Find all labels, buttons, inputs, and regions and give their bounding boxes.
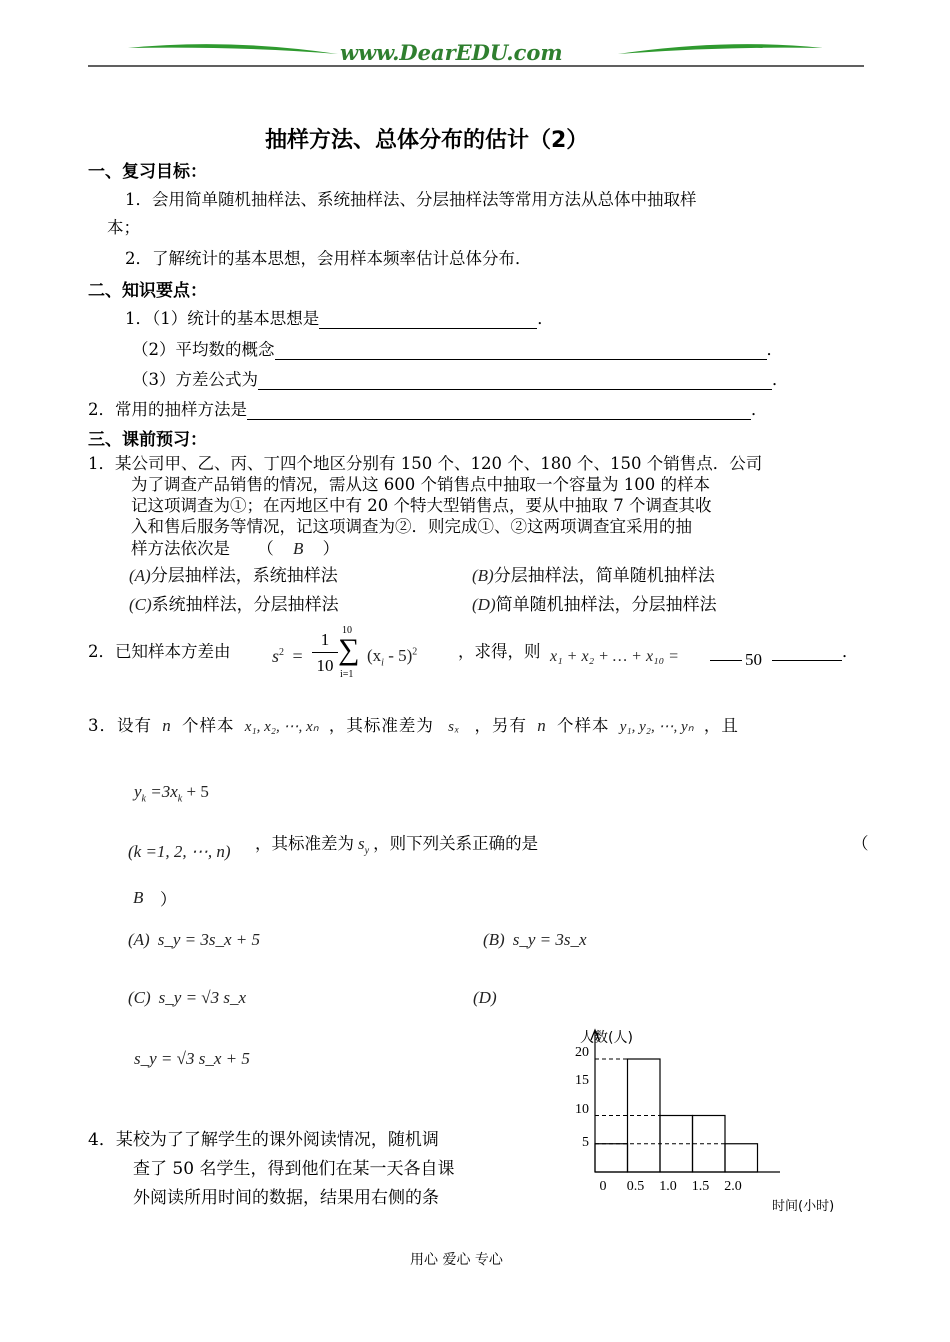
- knowledge-label-2: （2）平均数的概念: [132, 340, 275, 359]
- q3-relation: [134, 782, 209, 804]
- answer-line-right: [772, 660, 842, 661]
- q1-option-a[interactable]: [129, 561, 338, 586]
- answer-line-left: [710, 660, 742, 661]
- q2-sum-expression: x₁ + x₂ + … + x₁₀ =: [550, 648, 679, 665]
- knowledge-label-4: 2．常用的抽样方法是: [88, 400, 247, 419]
- knowledge-label-1: 1．（1）统计的基本思想是: [125, 309, 320, 328]
- y-axis-label: 人数(人): [580, 1030, 633, 1046]
- sum-body: $(x_i - 5)^2$: [367, 646, 418, 669]
- text: ，另有: [474, 716, 527, 735]
- rel-body: =3x: [146, 782, 178, 801]
- x-tick-label: 1.0: [659, 1179, 677, 1194]
- q3-k-range: (k =1, 2, ⋯, n): [128, 842, 231, 861]
- sub-k: k: [177, 793, 183, 805]
- q1-line-3: 记这项调查为①；在丙地区中有 20 个特大型销售点，要从中抽取 7 个调查其收: [131, 496, 712, 515]
- q1-option-c[interactable]: [129, 590, 339, 615]
- text: 个样本: [557, 716, 610, 735]
- equals-sign: =: [292, 646, 303, 666]
- x-axis-label: 时间(小时): [772, 1199, 835, 1214]
- s-y: [358, 834, 370, 857]
- reading-time-histogram: [560, 1020, 870, 1220]
- rel-end: + 5: [182, 782, 209, 801]
- s-x: sₓ: [448, 719, 461, 735]
- frac-numerator: 1: [320, 630, 330, 649]
- q3-paren-close: ）: [160, 890, 177, 909]
- q4-line-2: 查了 50 名学生，得到他们在某一天各自课: [133, 1159, 455, 1179]
- sum-body-open: (x: [367, 646, 382, 665]
- option-tag: (D): [472, 595, 496, 614]
- goal-1-cont: 本；: [107, 218, 140, 237]
- x-tick-label: 0: [599, 1179, 607, 1194]
- option-text: s_y = 3s_x + 5: [157, 930, 260, 949]
- answer-paren-open: （: [257, 539, 274, 558]
- q3-paren-open: （: [852, 834, 869, 853]
- period: ．: [772, 370, 789, 389]
- q1-answer: B: [293, 539, 304, 558]
- knowledge-label-3: （3）方差公式为: [132, 370, 258, 389]
- q3-answer: B: [133, 888, 144, 907]
- var-n: n: [537, 716, 547, 735]
- option-text: s_y = √3 s_x: [158, 988, 247, 1007]
- q3-line-1: [88, 712, 739, 736]
- sigma-symbol: ∑: [338, 633, 360, 666]
- left-leaf: [128, 44, 338, 54]
- frac-denominator: 10: [316, 656, 334, 675]
- q3-line-3: [255, 830, 538, 856]
- q1-line-5-text: 样方法依次是: [131, 539, 230, 558]
- text: ，且: [703, 716, 739, 735]
- q1-option-d[interactable]: [472, 590, 717, 615]
- q1-line-5: [131, 535, 339, 559]
- option-text: 系统抽样法，分层抽样法: [151, 595, 339, 615]
- q2-formula: $s^2$ =: [272, 646, 303, 666]
- var-n: n: [162, 716, 172, 735]
- q1-line-4: 入和售后服务等情况，记这项调查为②．则完成①、②这两项调查宜采用的抽: [131, 517, 692, 536]
- option-text: s_y = 3s_x: [512, 930, 587, 949]
- option-text: 分层抽样法，简单随机抽样法: [493, 566, 715, 586]
- q2-mid-text: ，求得，则: [458, 642, 541, 661]
- option-tag: (C): [129, 595, 152, 614]
- q3-option-d[interactable]: s_y = √3 s_x + 5: [134, 1049, 250, 1068]
- sub-k: k: [141, 793, 146, 805]
- y-tick-label: 15: [575, 1072, 589, 1088]
- sum-index: i: [381, 657, 384, 669]
- knowledge-item-4: [88, 396, 768, 420]
- option-tag: (A): [129, 566, 151, 585]
- histogram-bar: [595, 1144, 628, 1172]
- q1-option-b[interactable]: [472, 561, 715, 586]
- y-tick-label: 10: [575, 1102, 589, 1118]
- period: ．: [537, 309, 554, 328]
- goal-2: 2．了解统计的基本思想，会用样本频率估计总体分布．: [125, 249, 532, 268]
- s: s: [358, 834, 365, 853]
- x-tick-label: 1.5: [691, 1179, 710, 1194]
- y-var: y: [134, 782, 142, 801]
- knowledge-item-3: [132, 366, 789, 390]
- q4-line-3: 外阅读所用时间的数据，结果用右侧的条: [133, 1188, 439, 1208]
- q1-line-2: 为了调查产品销售的情况，需从这 600 个销售点中抽取一个容量为 100 的样本: [131, 475, 710, 494]
- fraction-bar: [312, 652, 338, 653]
- fill-blank-2[interactable]: [275, 341, 767, 360]
- q3-option-c[interactable]: [128, 988, 246, 1008]
- period: ．: [766, 340, 783, 359]
- option-text: 分层抽样法，系统抽样法: [150, 566, 338, 586]
- x-tick-label: 2.0: [724, 1179, 742, 1194]
- x-samples: x₁, x₂, ⋯, xₙ: [244, 719, 319, 735]
- q3-option-a[interactable]: [128, 930, 260, 950]
- sub-y: y: [364, 845, 370, 857]
- section-heading-knowledge: 二、知识要点：: [88, 281, 207, 301]
- knowledge-item-2: [132, 336, 783, 360]
- section-heading-preview: 三、课前预习：: [88, 430, 207, 450]
- q2-prefix: 2．已知样本方差由: [88, 642, 231, 661]
- variance-symbol: s: [272, 646, 280, 666]
- option-text: 简单随机抽样法，分层抽样法: [495, 595, 717, 615]
- q1-line-1: 1．某公司甲、乙、丙、丁四个地区分别有 150 个、120 个、180 个、150 个销售点．公司: [88, 454, 763, 473]
- text: 3．设有: [88, 716, 152, 735]
- option-tag: (A): [128, 930, 150, 949]
- sum-upper-limit: 10: [342, 625, 352, 636]
- period: ．: [751, 400, 768, 419]
- sum-lower-limit: i=1: [340, 669, 354, 680]
- x-tick-label: 0.5: [626, 1179, 645, 1194]
- text: 个样本: [182, 716, 235, 735]
- sum-body-end: - 5): [383, 646, 413, 665]
- q4-line-1: 4．某校为了了解学生的课外阅读情况，随机调: [88, 1130, 439, 1150]
- site-logo[interactable]: www.DearEDU.com: [340, 40, 563, 65]
- q3-option-d-tag[interactable]: (D): [473, 988, 497, 1007]
- option-tag: (C): [128, 988, 151, 1007]
- fill-blank-4[interactable]: [247, 401, 751, 420]
- knowledge-item-1: [125, 305, 554, 329]
- answer-paren-close: ）: [322, 539, 340, 558]
- q3-option-b[interactable]: [483, 930, 587, 950]
- q2-end: ．: [842, 642, 859, 661]
- option-tag: (B): [483, 930, 505, 949]
- text: ，则下列关系正确的是: [373, 834, 539, 853]
- section-heading-goals: 一、复习目标：: [88, 162, 207, 182]
- y-tick-label: 5: [582, 1134, 589, 1150]
- text: ，其标准差为: [328, 716, 434, 735]
- histogram-bar: [725, 1144, 758, 1172]
- option-tag: (B): [472, 566, 494, 585]
- y-tick-label: 20: [575, 1045, 589, 1061]
- right-leaf: [618, 44, 823, 54]
- q2-answer: 50: [745, 650, 762, 669]
- fill-blank-3[interactable]: [258, 371, 772, 390]
- y-samples: y₁, y₂, ⋯, yₙ: [619, 719, 694, 735]
- text: ，其标准差为: [255, 834, 354, 853]
- fill-blank-1[interactable]: [319, 310, 537, 329]
- goal-1: 1．会用简单随机抽样法、系统抽样法、分层抽样法等常用方法从总体中抽取样: [125, 190, 697, 209]
- footer-slogan: 用心 爱心 专心: [410, 1252, 503, 1268]
- page-title: 抽样方法、总体分布的估计（2）: [265, 128, 589, 153]
